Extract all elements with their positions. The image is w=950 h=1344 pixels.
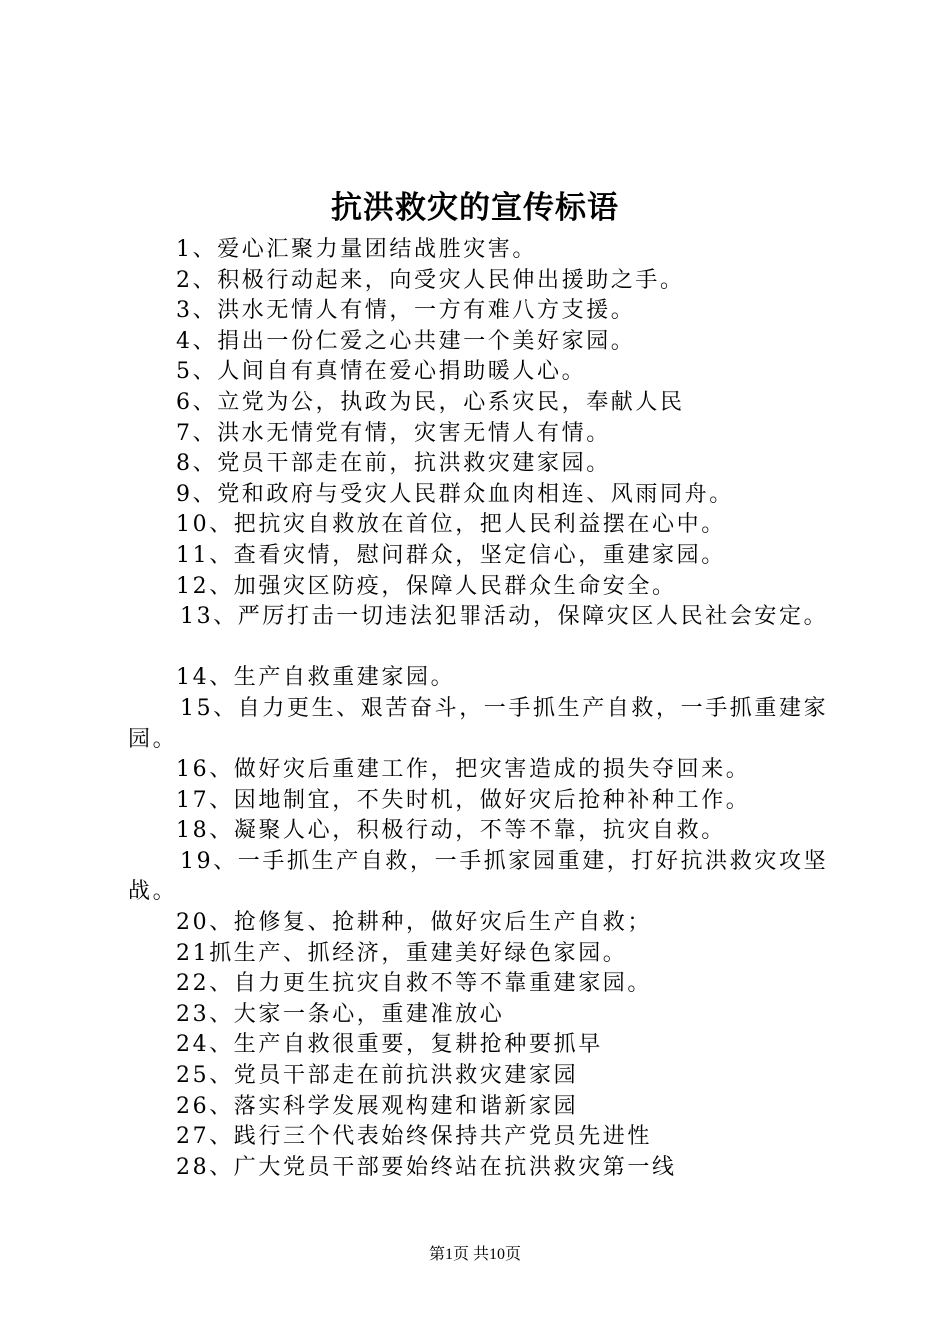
list-item: 2、积极行动起来，向受灾人民伸出援助之手。	[176, 267, 685, 293]
list-item: 8、党员干部走在前，抗洪救灾建家园。	[176, 451, 611, 477]
list-item: 27、践行三个代表始终保持共产党员先进性	[176, 1124, 652, 1150]
slogan-list	[128, 235, 844, 1183]
list-item: 26、落实科学发展观构建和谐新家园	[176, 1093, 579, 1119]
list-item: 19、一手抓生产自救，一手抓家园重建，打好抗洪救灾攻坚战。	[128, 848, 829, 905]
list-item: 11、查看灾情，慰问群众，坚定信心，重建家园。	[176, 542, 726, 568]
document-title: 抗洪救灾的宣传标语	[331, 190, 619, 226]
list-item: 20、抢修复、抢耕种，做好灾后生产自救；	[176, 910, 652, 936]
list-item: 15、自力更生、艰苦奋斗，一手抓生产自救，一手抓重建家园。	[128, 695, 829, 752]
list-item: 5、人间自有真情在爱心捐助暖人心。	[176, 359, 587, 385]
list-item: 10、把抗灾自救放在首位，把人民利益摆在心中。	[176, 512, 726, 538]
list-item: 28、广大党员干部要始终站在抗洪救灾第一线	[176, 1154, 677, 1180]
list-item: 16、做好灾后重建工作，把灾害造成的损失夺回来。	[176, 757, 751, 783]
list-item: 21抓生产、抓经济，重建美好绿色家园。	[176, 940, 628, 966]
list-item: 9、党和政府与受灾人民群众血肉相连、风雨同舟。	[176, 481, 734, 507]
list-item: 6、立党为公，执政为民，心系灾民，奉献人民	[176, 389, 685, 415]
list-item: 23、大家一条心，重建准放心	[176, 1001, 505, 1027]
list-item: 13、严厉打击一切违法犯罪活动，保障灾区人民社会安定。	[180, 604, 829, 630]
list-item: 3、洪水无情人有情，一方有难八方支援。	[176, 298, 636, 324]
list-item: 14、生产自救重建家园。	[176, 665, 456, 691]
blank-line	[128, 633, 844, 664]
list-item: 7、洪水无情党有情，灾害无情人有情。	[176, 420, 611, 446]
list-item: 1、爱心汇聚力量团结战胜灾害。	[176, 237, 537, 262]
list-item: 24、生产自救很重要，复耕抢种要抓早	[176, 1032, 603, 1058]
list-item: 22、自力更生抗灾自救不等不靠重建家园。	[176, 971, 652, 997]
list-item: 25、党员干部走在前抗洪救灾建家园	[176, 1063, 579, 1089]
page-footer: 第1页 共10页	[428, 1246, 521, 1263]
list-item: 18、凝聚人心，积极行动，不等不靠，抗灾自救。	[176, 818, 726, 844]
list-item: 17、因地制宜，不失时机，做好灾后抢种补种工作。	[176, 787, 751, 813]
list-item: 12、加强灾区防疫，保障人民群众生命安全。	[176, 573, 677, 599]
list-item: 4、捐出一份仁爱之心共建一个美好家园。	[176, 328, 636, 354]
